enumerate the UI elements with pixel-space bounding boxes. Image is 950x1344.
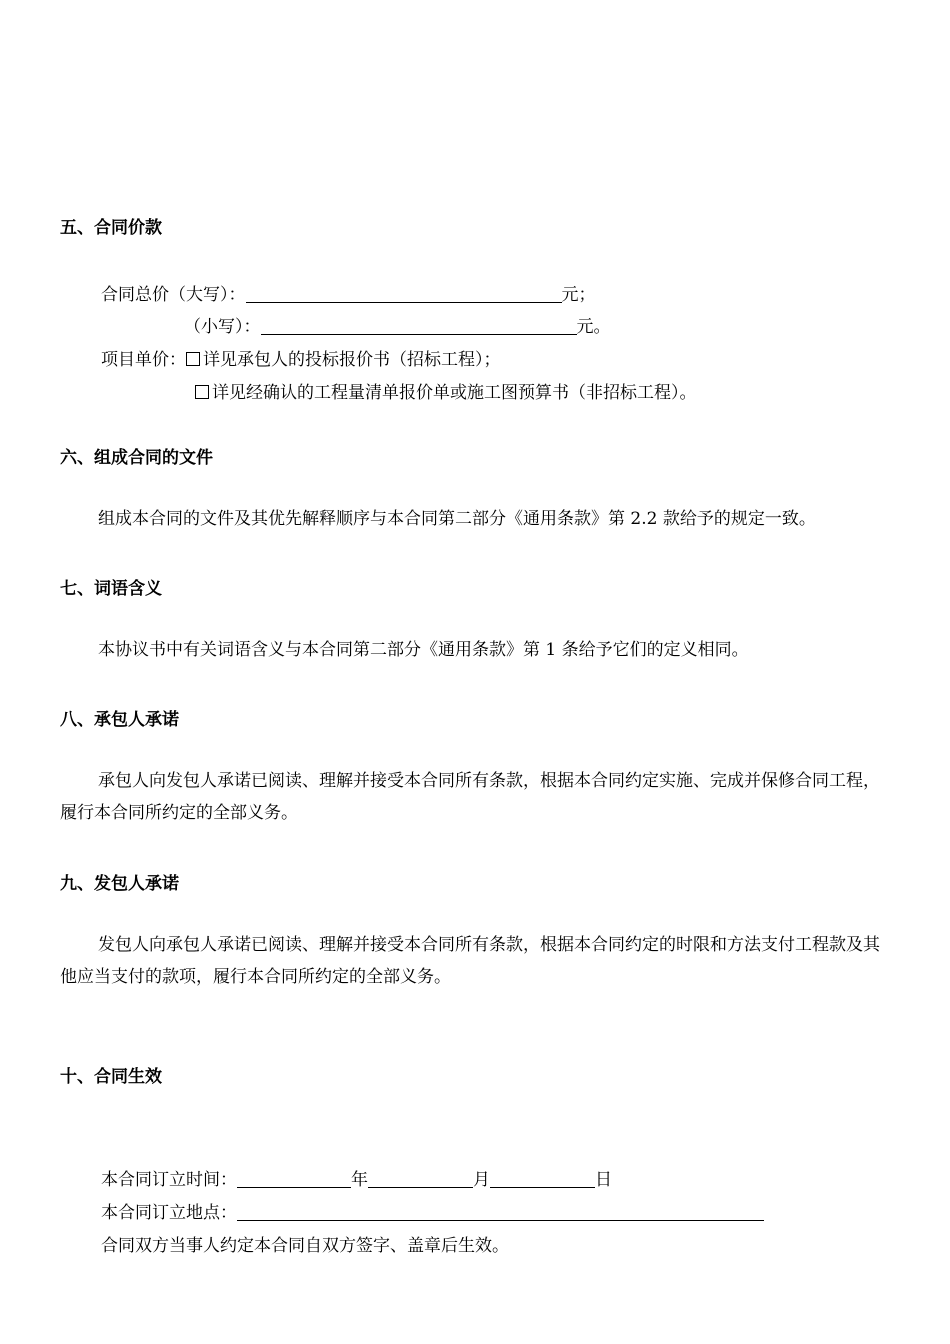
yuan-1: 元； <box>561 285 596 305</box>
unit-price-row-2 <box>195 378 697 403</box>
total-lower-label: （小写）： <box>184 317 261 337</box>
yuan-2: 元。 <box>576 317 611 337</box>
section-8-heading: 八、承包人承诺 <box>60 710 179 730</box>
contract-effect-text: 合同双方当事人约定本合同自双方签字、盖章后生效。 <box>101 1236 509 1256</box>
option-tender: 详见承包人的投标报价书（招标工程）； <box>203 350 501 370</box>
checkbox-tender[interactable] <box>186 352 200 366</box>
option-non-tender: 详见经确认的工程量清单报价单或施工图预算书（非招标工程）。 <box>212 383 697 403</box>
section-6-text: 组成本合同的文件及其优先解释顺序与本合同第二部分《通用条款》第 2.2 款给予的规定一致。 <box>98 509 816 529</box>
year-blank[interactable] <box>237 1169 351 1188</box>
section-9-text: 发包人向承包人承诺已阅读、理解并接受本合同所有条款，根据本合同约定的时限和方法支付工程款及其他应当支付的款项，履行本合同所约定的全部义务。 <box>60 935 880 987</box>
section-7-heading: 七、词语含义 <box>60 579 162 599</box>
month-blank[interactable] <box>368 1169 473 1188</box>
total-price-upper-row <box>101 280 596 305</box>
section-6-heading: 六、组成合同的文件 <box>60 448 213 468</box>
place-blank[interactable] <box>237 1202 764 1221</box>
total-upper-blank[interactable] <box>246 284 562 303</box>
checkbox-non-tender[interactable] <box>195 385 209 399</box>
total-upper-label: 合同总价（大写）： <box>101 285 246 305</box>
contract-time-label: 本合同订立时间： <box>101 1170 237 1190</box>
unit-price-label: 项目单价： <box>101 350 186 370</box>
section-7-text: 本协议书中有关词语含义与本合同第二部分《通用条款》第 1 条给予它们的定义相同。 <box>98 640 749 660</box>
section-10-heading: 十、合同生效 <box>60 1067 162 1087</box>
total-price-lower-row <box>184 312 611 337</box>
unit-price-row <box>101 345 501 370</box>
day-blank[interactable] <box>490 1169 595 1188</box>
section-8-text: 承包人向发包人承诺已阅读、理解并接受本合同所有条款，根据本合同约定实施、完成并保修合同工程，履行本合同所约定的全部义务。 <box>60 771 880 823</box>
section-9-heading: 九、发包人承诺 <box>60 874 179 894</box>
day-label: 日 <box>595 1170 612 1190</box>
contract-place-row <box>101 1198 764 1223</box>
contract-place-label: 本合同订立地点： <box>101 1203 237 1223</box>
total-lower-blank[interactable] <box>261 316 577 335</box>
year-label: 年 <box>351 1170 368 1190</box>
contract-time-row <box>101 1165 612 1190</box>
month-label: 月 <box>473 1170 490 1190</box>
section-5-heading: 五、合同价款 <box>60 218 162 238</box>
